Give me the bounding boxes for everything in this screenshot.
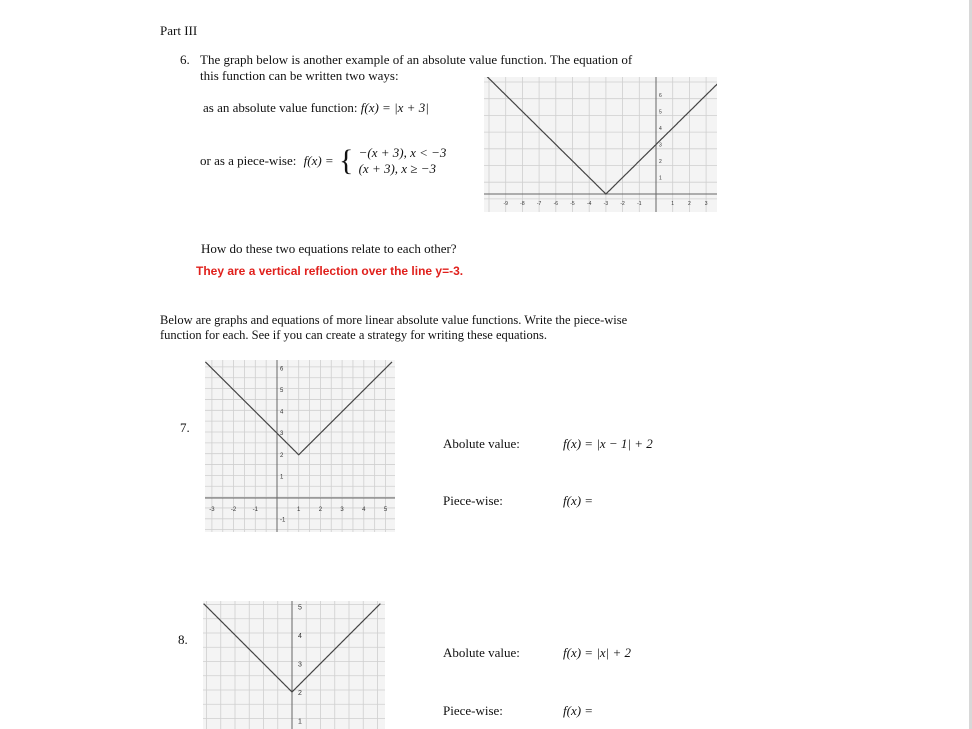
x-tick-label: -2 xyxy=(230,507,237,513)
q7-abs-equation: f(x) = |x − 1| + 2 xyxy=(563,436,653,451)
y-tick-label: 1 xyxy=(280,474,284,481)
y-tick-label: 1 xyxy=(659,175,662,182)
q7-pw-label: Piece-wise: xyxy=(443,493,503,508)
x-tick-label: -3 xyxy=(603,201,609,207)
piecewise-brace-icon: { xyxy=(338,144,354,177)
x-tick-label: 2 xyxy=(318,507,323,513)
x-tick-label: 1 xyxy=(297,507,301,513)
q6-piecewise-row xyxy=(200,145,446,177)
y-tick-label: 5 xyxy=(659,109,662,116)
x-tick-label: -1 xyxy=(252,507,258,513)
x-tick-label: 3 xyxy=(340,507,344,513)
y-tick-label: 3 xyxy=(298,661,302,669)
x-tick-label: -4 xyxy=(586,201,592,207)
y-tick-label: 4 xyxy=(280,409,284,416)
q8-pw-equation: f(x) = xyxy=(563,703,594,718)
x-tick-label: -3 xyxy=(209,507,215,513)
q6-abs-label: as an absolute value function: xyxy=(203,100,358,115)
q6-pw-label: or as a piece-wise: xyxy=(200,153,297,168)
graph-background xyxy=(484,77,717,212)
x-tick-label: -5 xyxy=(570,201,575,207)
y-tick-label: 5 xyxy=(280,388,284,394)
x-tick-label: 5 xyxy=(383,507,388,513)
q6-question: How do these two equations relate to each other? xyxy=(201,241,457,256)
q6-abs-row xyxy=(203,100,429,116)
y-tick-label: 2 xyxy=(298,690,302,697)
y-tick-label: 2 xyxy=(280,452,284,459)
q6-graph xyxy=(484,77,717,212)
y-tick-label: 4 xyxy=(659,126,662,132)
x-tick-label: -1 xyxy=(637,201,642,207)
q7-abs-label: Abolute value: xyxy=(443,436,520,451)
q6-pw-case1: −(x + 3), x < −3 xyxy=(358,145,447,160)
y-tick-label: 6 xyxy=(280,366,284,373)
q8-abs-equation: f(x) = |x| + 2 xyxy=(563,645,632,660)
x-tick-label: -8 xyxy=(520,201,525,207)
x-tick-label: 3 xyxy=(704,201,708,207)
q8-pw-label: Piece-wise: xyxy=(443,703,503,718)
q8-graph xyxy=(203,601,385,729)
intro-line2: function for each. See if you can create a strategy for writing these equations. xyxy=(160,328,547,342)
q6-pw-lhs: f(x) = xyxy=(303,153,334,168)
y-tick-label: 2 xyxy=(659,159,662,165)
q6-abs-equation: f(x) = |x + 3| xyxy=(360,100,429,115)
q6-answer: They are a vertical reflection over the line y=-3. xyxy=(196,264,464,278)
y-tick-label: -1 xyxy=(280,517,286,524)
q6-number: 6. xyxy=(180,52,190,67)
y-tick-label: 4 xyxy=(298,633,302,640)
q7-number: 7. xyxy=(180,420,190,435)
q6-pw-case2: (x + 3), x ≥ −3 xyxy=(358,161,436,176)
x-tick-label: -6 xyxy=(553,201,559,207)
q6-prompt-line2: this function can be written two ways: xyxy=(200,68,399,83)
x-tick-label: -2 xyxy=(620,201,625,207)
x-tick-label: 2 xyxy=(688,201,691,207)
q7-graph xyxy=(205,360,395,532)
q7-pw-equation: f(x) = xyxy=(563,493,594,508)
intro-line1: Below are graphs and equations of more linear absolute value functions. Write the piece-wise xyxy=(160,313,628,327)
q8-number: 8. xyxy=(178,632,188,647)
graph-background xyxy=(203,601,385,729)
y-tick-label: 3 xyxy=(280,431,284,438)
q6-pw-cases xyxy=(359,145,447,177)
x-tick-label: 1 xyxy=(671,201,675,207)
x-tick-label: 4 xyxy=(362,507,366,513)
y-tick-label: 6 xyxy=(659,93,662,99)
q8-abs-label: Abolute value: xyxy=(443,645,520,660)
y-tick-label: 5 xyxy=(298,604,302,612)
y-tick-label: 3 xyxy=(659,142,662,149)
y-tick-label: 1 xyxy=(298,718,302,726)
q6-prompt-line1: The graph below is another example of an absolute value function. The equation of xyxy=(200,52,633,67)
x-tick-label: -9 xyxy=(503,201,508,207)
x-tick-label: -7 xyxy=(536,201,542,207)
part-title: Part III xyxy=(160,23,198,38)
